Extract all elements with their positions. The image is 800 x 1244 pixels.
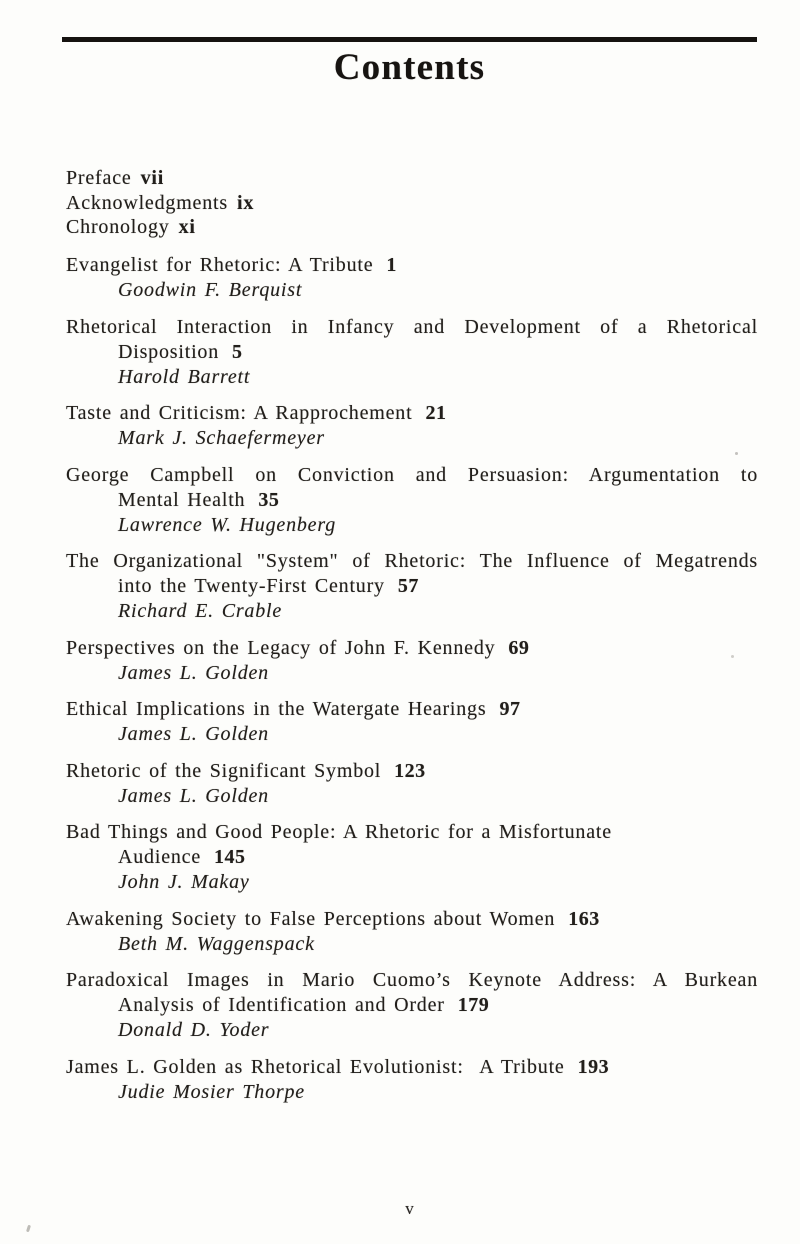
toc-entry <box>66 636 758 686</box>
entry-author: Donald D. Yoder <box>118 1019 270 1041</box>
entry-title <box>66 636 758 661</box>
entry-title-line: Ethical Implications in the Watergate Hearings 97 <box>66 698 521 720</box>
entry-title-line: Rhetorical Interaction in Infancy and Development of a Rhetorical <box>66 315 758 338</box>
folio-page-number: v <box>405 1199 414 1218</box>
entry-title-line: George Campbell on Conviction and Persuasion: Argumentation to <box>66 463 758 486</box>
entry-title <box>66 759 758 784</box>
toc-entry <box>66 697 758 747</box>
toc-entry <box>66 315 758 390</box>
entry-page-number: 69 <box>508 636 530 659</box>
entry-title-line: Analysis of Identification and Order 179 <box>118 994 490 1016</box>
entry-title-line: Rhetoric of the Significant Symbol 123 <box>66 759 426 782</box>
entry-author: James L. Golden <box>118 784 269 807</box>
entry-title <box>66 549 758 599</box>
toc-entry <box>66 968 758 1043</box>
entry-page-number: 163 <box>568 907 600 930</box>
entry-title-line: Audience 145 <box>118 846 246 868</box>
entry-title-line: Perspectives on the Legacy of John F. Kennedy 69 <box>66 636 530 659</box>
entry-title <box>66 315 758 365</box>
entry-page-number: 193 <box>577 1055 610 1078</box>
toc-entry <box>66 253 758 303</box>
front-matter-item <box>66 215 758 240</box>
entry-title <box>66 968 758 1018</box>
entry-page-number: 35 <box>258 488 280 511</box>
entry-title <box>66 907 758 932</box>
entry-title-line: Taste and Criticism: A Rapprochement 21 <box>66 402 447 424</box>
entry-title-line: Evangelist for Rhetoric: A Tribute 1 <box>66 254 397 276</box>
toc-entry <box>66 549 758 624</box>
entry-page-number: 5 <box>232 340 243 363</box>
entry-author: James L. Golden <box>118 661 269 684</box>
scan-speck <box>26 1225 31 1233</box>
entry-author: James L. Golden <box>118 723 269 745</box>
front-matter-item <box>66 191 758 216</box>
entry-author: Mark J. Schaefermeyer <box>118 427 325 449</box>
scan-speck <box>731 655 734 658</box>
entry-author: Harold Barrett <box>118 365 251 388</box>
toc-entry <box>66 820 758 895</box>
toc-entry <box>66 463 758 538</box>
scan-speck <box>735 452 738 455</box>
front-matter-page: xi <box>178 216 196 238</box>
entry-title <box>66 1055 758 1080</box>
top-rule <box>62 37 757 42</box>
entry-title-line: Awakening Society to False Perceptions about Women 163 <box>66 907 600 930</box>
front-matter-label: Chronology <box>66 216 170 238</box>
entry-page-number: 179 <box>457 994 490 1016</box>
front-matter-label: Preface <box>66 167 132 189</box>
entry-title <box>66 820 758 870</box>
entry-page-number: 57 <box>397 575 419 597</box>
front-matter-page: ix <box>236 191 255 214</box>
front-matter-label: Acknowledgments <box>66 191 228 214</box>
entry-title-line: Disposition 5 <box>118 340 243 363</box>
entry-author: Lawrence W. Hugenberg <box>118 513 336 536</box>
entry-page-number: 123 <box>394 759 426 782</box>
entry-title <box>66 463 758 513</box>
entry-title-line: Bad Things and Good People: A Rhetoric for a Misfortunate <box>66 821 612 843</box>
toc-entry <box>66 401 758 451</box>
entry-author: Goodwin F. Berquist <box>118 279 303 301</box>
toc-entry <box>66 1055 758 1105</box>
entry-page-number: 145 <box>214 846 246 868</box>
toc-entries <box>66 253 758 1105</box>
page-title: Contents <box>333 47 486 88</box>
entry-author: John J. Makay <box>118 871 250 893</box>
front-matter-item <box>66 166 758 191</box>
entry-title-line: into the Twenty-First Century 57 <box>118 575 419 597</box>
entry-author: Beth M. Waggenspack <box>118 932 315 955</box>
toc-entry <box>66 907 758 957</box>
front-matter-page: vii <box>140 167 165 189</box>
entry-title <box>66 401 758 426</box>
front-matter-list <box>66 166 758 240</box>
entry-title <box>66 697 758 722</box>
entry-title-line: Paradoxical Images in Mario Cuomo’s Keynote Address: A Burkean <box>66 969 758 991</box>
entry-author: Judie Mosier Thorpe <box>118 1080 305 1103</box>
entry-page-number: 97 <box>499 698 521 720</box>
entry-title-line: Mental Health 35 <box>118 488 280 511</box>
entry-page-number: 1 <box>386 254 397 276</box>
toc-content <box>66 166 758 1116</box>
entry-title <box>66 253 758 278</box>
toc-entry <box>66 759 758 809</box>
entry-author: Richard E. Crable <box>118 600 283 622</box>
entry-title-line: The Organizational "System" of Rhetoric: The Influence of Megatrends <box>66 550 758 572</box>
entry-page-number: 21 <box>425 402 447 424</box>
entry-title-line: James L. Golden as Rhetorical Evolutionist: A Tribute 193 <box>66 1055 610 1078</box>
